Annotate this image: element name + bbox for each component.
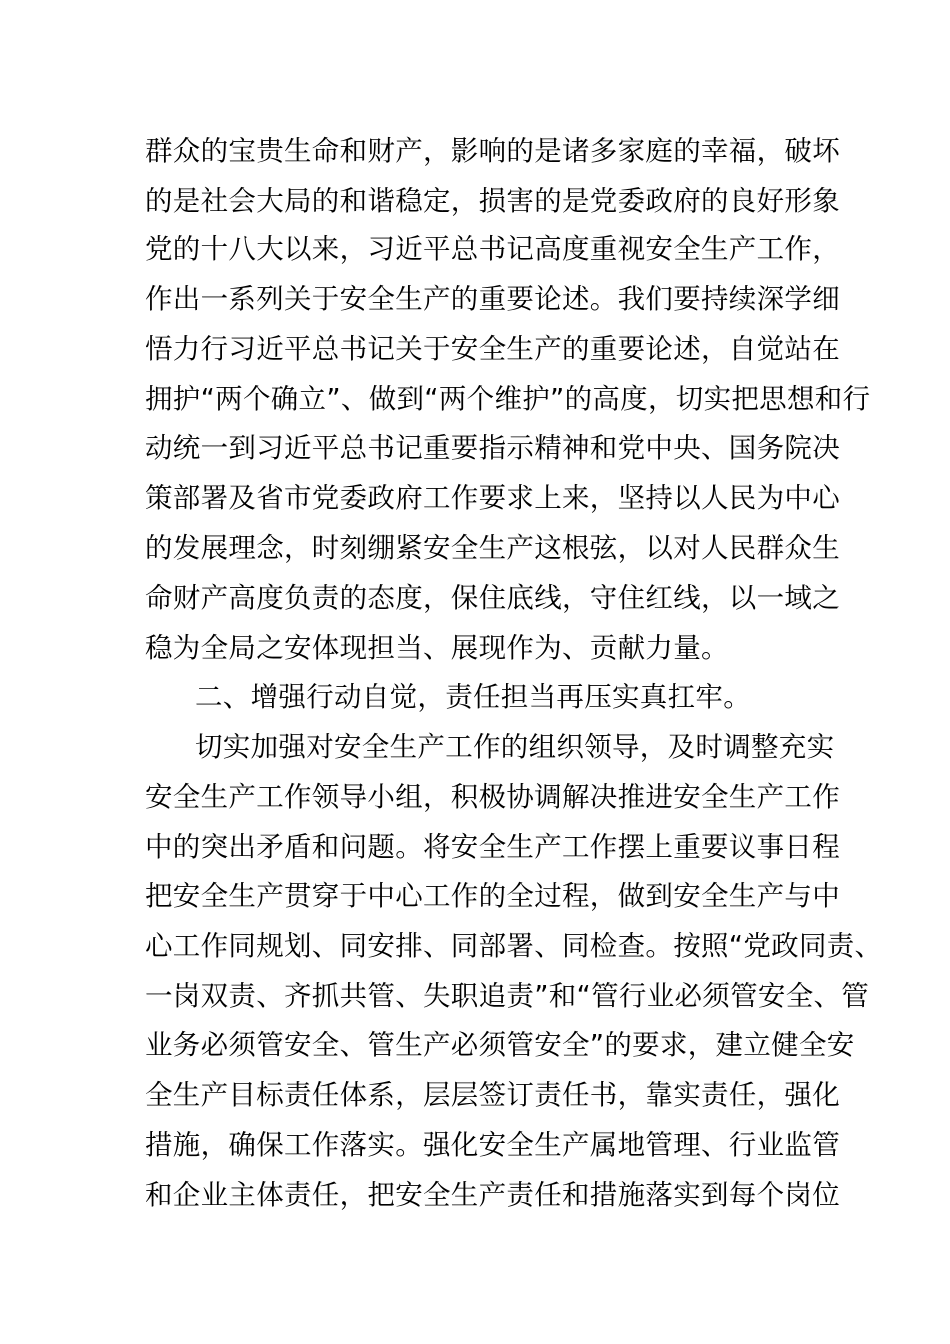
body-text-line: 措施，确保工作落实。强化安全生产属地管理、行业监管: [145, 1129, 840, 1161]
body-text-line: 和企业主体责任，把安全生产责任和措施落实到每个岗位: [145, 1179, 840, 1211]
body-text-line: 心工作同规划、同安排、同部署、同检查。按照“党政同责、: [145, 930, 883, 962]
body-text-line: 命财产高度负责的态度，保住底线，守住红线，以一域之: [145, 582, 840, 614]
body-text-line: 作出一系列关于安全生产的重要论述。我们要持续深学细: [145, 283, 840, 315]
body-text-line: 全生产目标责任体系，层层签订责任书，靠实责任，强化: [145, 1079, 840, 1111]
body-text-line: 的是社会大局的和谐稳定，损害的是党委政府的良好形象: [145, 185, 840, 217]
body-text-line: 动统一到习近平总书记重要指示精神和党中央、国务院决: [145, 432, 840, 464]
body-text-line: 的发展理念，时刻绷紧安全生产这根弦，以对人民群众生: [145, 532, 840, 564]
body-text-line: 稳为全局之安体现担当、展现作为、贡献力量。: [145, 632, 729, 664]
body-text-line: 拥护“两个确立”、做到“两个维护”的高度，切实把思想和行: [145, 383, 871, 415]
body-text-line: 一岗双责、齐抓共管、失职追责”和“管行业必须管安全、管: [145, 980, 870, 1012]
body-text-line: 党的十八大以来，习近平总书记高度重视安全生产工作，: [145, 233, 840, 265]
body-text-line: 群众的宝贵生命和财产，影响的是诸多家庭的幸福，破坏: [145, 135, 840, 167]
body-text-line: 业务必须管安全、管生产必须管安全”的要求，建立健全安: [145, 1029, 855, 1061]
body-text-line: 安全生产工作领导小组，积极协调解决推进安全生产工作: [145, 781, 840, 813]
section-heading: 二、增强行动自觉，责任担当再压实真扛牢。: [195, 681, 751, 713]
body-text-line: 切实加强对安全生产工作的组织领导，及时调整充实: [195, 731, 835, 763]
body-text-line: 把安全生产贯穿于中心工作的全过程，做到安全生产与中: [145, 880, 840, 912]
body-text-line: 策部署及省市党委政府工作要求上来，坚持以人民为中心: [145, 482, 840, 514]
body-text-line: 中的突出矛盾和问题。将安全生产工作摆上重要议事日程: [145, 831, 840, 863]
body-text-line: 悟力行习近平总书记关于安全生产的重要论述，自觉站在: [145, 333, 840, 365]
